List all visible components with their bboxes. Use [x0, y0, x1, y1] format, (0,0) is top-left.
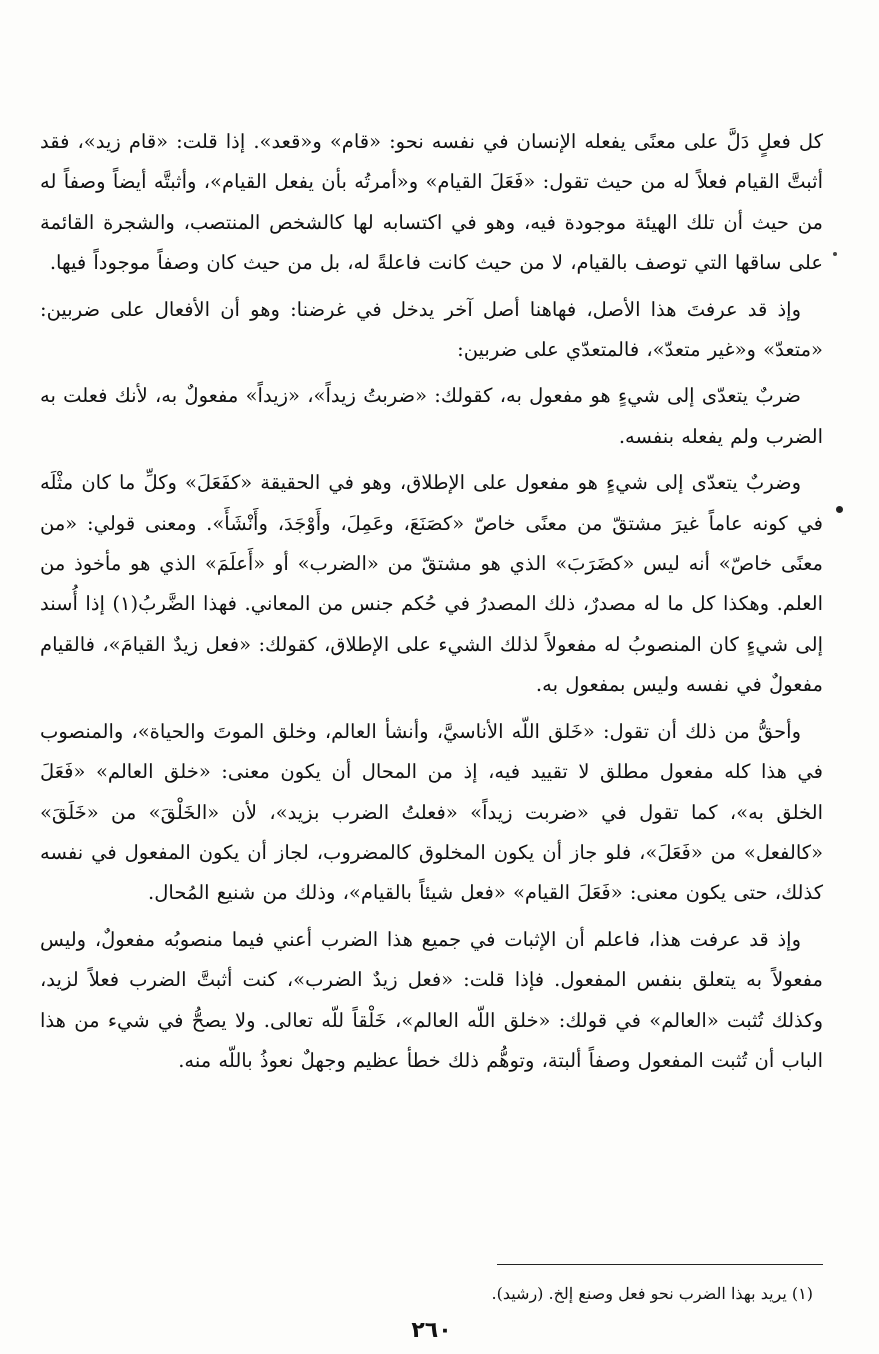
footnote: (١) يريد بهذا الضرب نحو فعل وصنع إلخ. (رشيد). [491, 1284, 813, 1303]
paragraph-6: وإذ قد عرفت هذا، فاعلم أن الإثبات في جميع هذا الضرب أعني فيما منصوبُه مفعولٌ، وليس مفعولاً به يتعلق بنفس المفعول. فإذا قلت: «فعل زيدٌ الضرب»، كنت أثبتَّ الضرب فعلاً لزيد، وكذلك تُثبت «العالم» في قولك: «خلق اللّه العالم»، خَلْقاً للّه تعالى. ولا يصحُّ في شيء من هذا الباب أن تُثبت المفعول وصفاً ألبتة، وتوهُّم ذلك خطأ عظيم وجهلٌ نعوذُ باللّه منه. [40, 927, 823, 1072]
margin-mark [833, 252, 837, 256]
margin-dot [836, 506, 843, 513]
paragraph-3: ضربٌ يتعدّى إلى شيءٍ هو مفعول به، كقولك: «ضربتُ زيداً»، «زيداً» مفعولٌ به، لأنك فعلت به الضرب ولم يفعله بنفسه. [40, 384, 823, 448]
paragraph-4: وضربٌ يتعدّى إلى شيءٍ هو مفعول على الإطلاق، وهو في الحقيقة «كفَعَلَ» وكلِّ ما كان مثْلَه في كونه عاماً غيرَ مشتقّ من معنًى خاصّ «كصَنَعَ، وعَمِلَ، وأَوْجَدَ، وأَنْشَأَ». ومعنى قولي: «من معنًى خاصّ» أنه ليس «كضَرَبَ» الذي هو مشتقّ من «الضرب» أو «أَعلَمَ» الذي هو مأخوذ من العلم. وهكذا كل ما له مصدرٌ، ذلك المصدرُ في حُكم جنس من المعاني. فهذا الضَّربُ(١) إذا أُسند إلى شيءٍ كان المنصوبُ له مفعولاً لذلك الشيء على الإطلاق، كقولك: «فعل زيدٌ القيامَ»، فالقيام مفعولٌ في نفسه وليس بمفعول به. [40, 471, 823, 697]
footnote-divider [497, 1264, 823, 1265]
paragraph-1: كل فعلٍ دَلَّ على معنًى يفعله الإنسان في نفسه نحو: «قام» و«قعد». إذا قلت: «قام زيد»، فقد أثبتَّ القيام فعلاً له من حيث تقول: «فَعَلَ القيام» و«أمرتُه بأن يفعل القيام»، وأثبتَّه أيضاً وصفاً له من حيث أن تلك الهيئة موجودة فيه، وهو في اكتسابه لها كالشخص المنتصب، والشجرة القائمة على ساقها التي توصف بالقيام، لا من حيث كانت فاعلةً له، بل من حيث كان وصفاً موجوداً فيها. [40, 130, 823, 275]
page-number: ٢٦٠ [411, 1318, 452, 1343]
paragraph-5: وأحقُّ من ذلك أن تقول: «خَلق اللّه الأناسيَّ، وأنشأ العالم، وخلق الموتَ والحياة»، والمنصوب في هذا كله مفعول مطلق لا تقييد فيه، إذ من المحال أن يكون معنى: «خلق العالم» «فَعَلَ الخلق به»، كما تقول في «ضربت زيداً» «فعلتُ الضرب بزيد»، لأن «الخَلْقَ» من «خَلَقَ» «كالفعل» من «فَعَلَ»، فلو جاز أن يكون المخلوق كالمضروب، لجاز أن يكون المفعول في نفسه كذلك، حتى يكون معنى: «فَعَلَ القيام» «فعل شيئاً بالقيام»، وذلك من شنيع المُحال. [40, 719, 823, 905]
page-body [40, 122, 823, 1354]
paragraph-2: وإذ قد عرفتَ هذا الأصل، فهاهنا أصل آخر يدخل في غرضنا: وهو أن الأفعال على ضربين: «متعدّ» و«غير متعدّ»، فالمتعدّي على ضربين: [40, 297, 823, 362]
